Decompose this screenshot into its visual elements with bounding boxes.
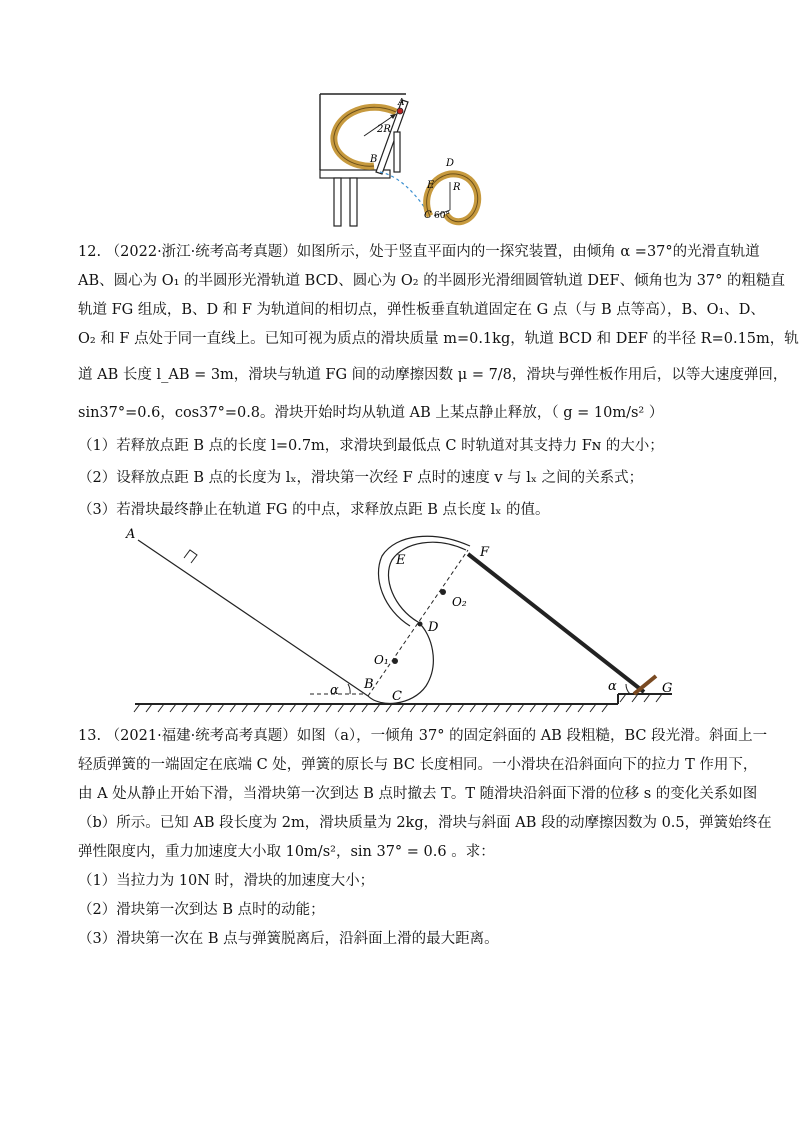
problem-12-question: （3）若滑块最终静止在轨道 FG 的中点，求释放点距 B 点长度 lₓ 的值。 — [78, 502, 550, 518]
problem-13 — [78, 722, 772, 954]
fig2-label-F: F — [480, 545, 490, 560]
problem-13-line: 13. （2021·福建·统考高考真题）如图（a），一倾角 37° 的固定斜面的 AB 段粗糙，BC 段光滑。斜面上一 — [78, 728, 768, 744]
figure-track-diagram — [110, 526, 690, 720]
fig1-label-B: B — [370, 154, 378, 165]
problem-12 — [78, 238, 799, 526]
center-O1 — [392, 658, 398, 664]
fig2-label-D: D — [428, 620, 439, 635]
fig2-label-C: C — [392, 689, 402, 704]
trajectory — [380, 172, 430, 216]
fig2-label-O1: O₁ — [374, 653, 389, 667]
problem-13-question: （1）当拉力为 10N 时，滑块的加速度大小； — [78, 873, 375, 889]
fig1-label-2R: 2R — [377, 124, 391, 135]
problem-12-line: sin37°=0.6，cos37°=0.8。滑块开始时均从轨道 AB 上某点静止释放，（ g = 10m/s² ） — [78, 405, 664, 421]
figure-track-apparatus — [310, 92, 510, 232]
center-O2 — [440, 589, 446, 595]
support-post — [394, 132, 400, 172]
problem-13-line: 轻质弹簧的一端固定在底端 C 处，弹簧的原长与 BC 长度相同。一小滑块在沿斜面向下的拉力 T 作用下， — [78, 757, 758, 773]
problem-13-question: （2）滑块第一次到达 B 点时的动能； — [78, 902, 325, 918]
problem-13-line: 弹性限度内，重力加速度大小取 10m/s²，sin 37° = 0.6 。求： — [78, 844, 495, 860]
problem-12-line: 道 AB 长度 l_AB = 3m，滑块与轨道 FG 间的动摩擦因数 μ = 7/8，滑块与弹性板作用后，以等大速度弹回， — [78, 367, 788, 383]
right-angle-mark — [184, 550, 197, 563]
problem-12-line: 轨道 FG 组成，B、D 和 F 为轨道间的相切点，弹性板垂直轨道固定在 G 点（与 B 点等高），B、O₁、D、 — [78, 302, 765, 318]
fig2-label-alpha-right: α — [608, 679, 617, 694]
problem-12-line: 12. （2022·浙江·统考高考真题）如图所示，处于竖直平面内的一探究装置，由倾角 α =37°的光滑直轨道 — [78, 244, 760, 260]
fig2-label-alpha-left: α — [330, 683, 339, 698]
fig2-label-A: A — [126, 527, 136, 542]
track-AB — [138, 540, 368, 696]
fig1-label-angle: 60° — [434, 211, 450, 221]
problem-12-line: O₂ 和 F 点处于同一直线上。已知可视为质点的滑块质量 m=0.1kg，轨道 BCD 和 DEF 的半径 R=0.15m，轨 — [78, 331, 799, 347]
problem-13-question: （3）滑块第一次在 B 点与弹簧脱离后，沿斜面上滑的最大距离。 — [78, 931, 499, 947]
problem-12-question: （1）若释放点距 B 点的长度 l=0.7m，求滑块到最低点 C 时轨道对其支持力 Fɴ 的大小； — [78, 438, 664, 454]
fig2-label-O2: O₂ — [452, 595, 467, 609]
problem-12-question: （2）设释放点距 B 点的长度为 lₓ，滑块第一次经 F 点时的速度 v 与 lₓ 之间的关系式； — [78, 470, 644, 486]
problem-13-line: 由 A 处从静止开始下滑，当滑块第一次到达 B 点时撤去 T。T 随滑块沿斜面下滑的位移 s 的变化关系如图 — [78, 786, 758, 802]
fig2-label-E: E — [396, 553, 406, 568]
fig1-label-R: R — [453, 182, 461, 193]
fig1-label-A: A — [398, 98, 405, 108]
problem-12-line: AB、圆心为 O₁ 的半圆形光滑轨道 BCD、圆心为 O₂ 的半圆形光滑细圆管轨道 DEF、倾角也为 37° 的粗糙直 — [78, 273, 786, 289]
fig1-label-E: E — [427, 180, 435, 191]
point-D — [418, 622, 423, 627]
fig2-label-B: B — [364, 677, 374, 692]
fig1-label-D: D — [446, 158, 455, 169]
table-leg-left — [334, 178, 341, 226]
problem-13-line: （b）所示。已知 AB 段长度为 2m，滑块质量为 2kg，滑块与斜面 AB 段的动摩擦因数为 0.5，弹簧始终在 — [78, 815, 772, 831]
fig2-label-G: G — [662, 681, 673, 696]
fig1-label-C: C — [424, 210, 432, 221]
table-leg-right — [350, 178, 357, 226]
track-FG — [468, 554, 644, 692]
slider-block — [397, 108, 403, 114]
